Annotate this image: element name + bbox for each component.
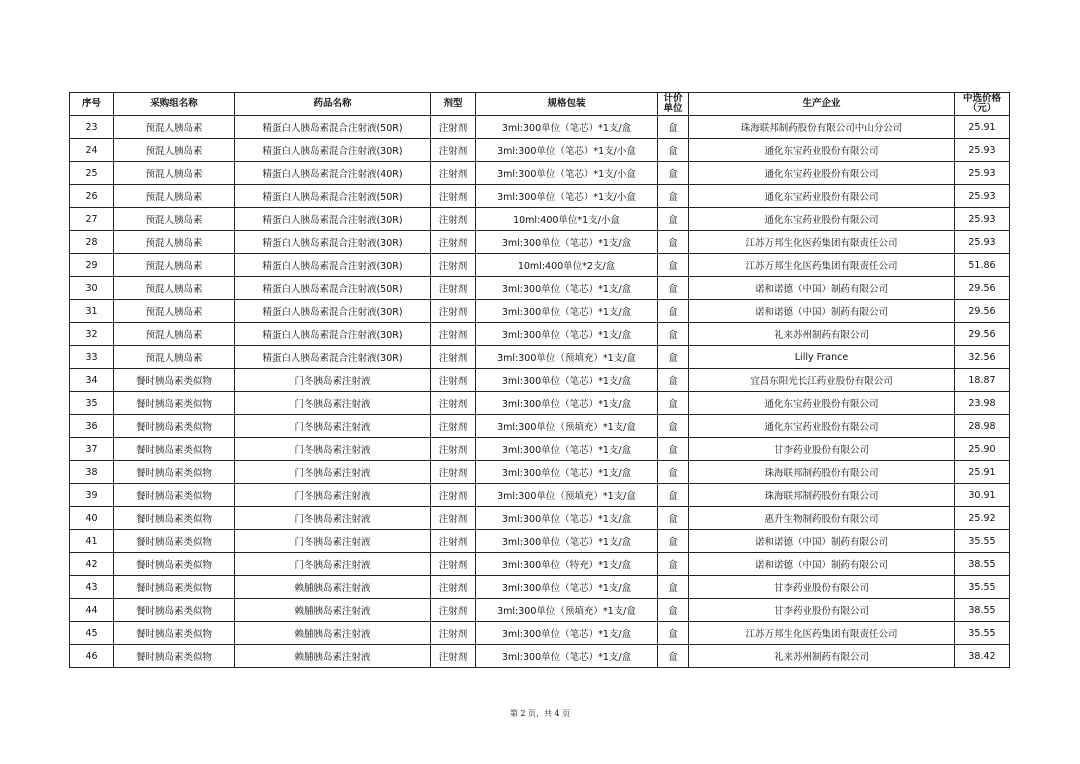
table-row xyxy=(70,116,1010,139)
header-price-line-2: （元） xyxy=(967,103,997,114)
cell-manufacturer: 珠海联邦制药股份有限公司 xyxy=(689,461,955,484)
cell-form: 注射剂 xyxy=(431,116,476,139)
cell-form: 注射剂 xyxy=(431,576,476,599)
cell-price: 25.91 xyxy=(955,461,1010,484)
cell-drug: 精蛋白人胰岛素混合注射液(30R) xyxy=(235,208,431,231)
cell-spec: 3ml:300单位（笔芯）*1支/小盒 xyxy=(476,139,658,162)
cell-manufacturer: 珠海联邦制药股份有限公司中山分公司 xyxy=(689,116,955,139)
cell-group: 预混人胰岛素 xyxy=(114,208,235,231)
cell-group: 预混人胰岛素 xyxy=(114,254,235,277)
cell-form: 注射剂 xyxy=(431,484,476,507)
cell-form: 注射剂 xyxy=(431,622,476,645)
table-row xyxy=(70,346,1010,369)
cell-unit: 盒 xyxy=(658,254,689,277)
cell-group: 餐时胰岛素类似物 xyxy=(114,622,235,645)
cell-spec: 3ml:300单位（预填充）*1支/盒 xyxy=(476,484,658,507)
cell-manufacturer: 诺和诺德（中国）制药有限公司 xyxy=(689,530,955,553)
cell-manufacturer: 江苏万邦生化医药集团有限责任公司 xyxy=(689,622,955,645)
header-index: 序号 xyxy=(70,93,114,116)
cell-price: 25.93 xyxy=(955,231,1010,254)
cell-form: 注射剂 xyxy=(431,599,476,622)
table-row xyxy=(70,576,1010,599)
cell-manufacturer: 珠海联邦制药股份有限公司 xyxy=(689,484,955,507)
procurement-table xyxy=(69,92,1010,668)
cell-index: 29 xyxy=(70,254,114,277)
table-row xyxy=(70,300,1010,323)
cell-spec: 3ml:300单位（笔芯）*1支/小盒 xyxy=(476,162,658,185)
cell-drug: 门冬胰岛素注射液 xyxy=(235,484,431,507)
cell-form: 注射剂 xyxy=(431,392,476,415)
cell-unit: 盒 xyxy=(658,277,689,300)
cell-unit: 盒 xyxy=(658,139,689,162)
table-row xyxy=(70,645,1010,668)
cell-price: 29.56 xyxy=(955,323,1010,346)
header-form: 剂型 xyxy=(431,93,476,116)
cell-unit: 盒 xyxy=(658,622,689,645)
cell-form: 注射剂 xyxy=(431,300,476,323)
cell-spec: 3ml:300单位（笔芯）*1支/盒 xyxy=(476,231,658,254)
cell-drug: 赖脯胰岛素注射液 xyxy=(235,645,431,668)
cell-drug: 精蛋白人胰岛素混合注射液(50R) xyxy=(235,185,431,208)
cell-form: 注射剂 xyxy=(431,254,476,277)
cell-drug: 精蛋白人胰岛素混合注射液(30R) xyxy=(235,323,431,346)
cell-manufacturer: 宜昌东阳光长江药业股份有限公司 xyxy=(689,369,955,392)
cell-index: 24 xyxy=(70,139,114,162)
cell-drug: 精蛋白人胰岛素混合注射液(30R) xyxy=(235,346,431,369)
cell-form: 注射剂 xyxy=(431,231,476,254)
cell-drug: 门冬胰岛素注射液 xyxy=(235,553,431,576)
cell-price: 25.91 xyxy=(955,116,1010,139)
cell-form: 注射剂 xyxy=(431,530,476,553)
cell-manufacturer: 诺和诺德（中国）制药有限公司 xyxy=(689,277,955,300)
cell-group: 预混人胰岛素 xyxy=(114,116,235,139)
cell-unit: 盒 xyxy=(658,208,689,231)
cell-price: 28.98 xyxy=(955,415,1010,438)
table-row xyxy=(70,553,1010,576)
cell-manufacturer: 甘李药业股份有限公司 xyxy=(689,599,955,622)
cell-unit: 盒 xyxy=(658,116,689,139)
cell-form: 注射剂 xyxy=(431,438,476,461)
cell-unit: 盒 xyxy=(658,507,689,530)
cell-index: 36 xyxy=(70,415,114,438)
cell-spec: 3ml:300单位（笔芯）*1支/盒 xyxy=(476,323,658,346)
cell-group: 餐时胰岛素类似物 xyxy=(114,507,235,530)
cell-unit: 盒 xyxy=(658,553,689,576)
cell-form: 注射剂 xyxy=(431,162,476,185)
table-row xyxy=(70,139,1010,162)
cell-drug: 精蛋白人胰岛素混合注射液(30R) xyxy=(235,231,431,254)
cell-spec: 3ml:300单位（笔芯）*1支/盒 xyxy=(476,392,658,415)
cell-price: 38.42 xyxy=(955,645,1010,668)
cell-price: 25.93 xyxy=(955,162,1010,185)
table-row xyxy=(70,415,1010,438)
cell-index: 30 xyxy=(70,277,114,300)
header-price xyxy=(955,93,1010,116)
cell-form: 注射剂 xyxy=(431,369,476,392)
cell-price: 25.93 xyxy=(955,139,1010,162)
cell-group: 餐时胰岛素类似物 xyxy=(114,599,235,622)
cell-group: 餐时胰岛素类似物 xyxy=(114,392,235,415)
cell-drug: 精蛋白人胰岛素混合注射液(50R) xyxy=(235,277,431,300)
cell-unit: 盒 xyxy=(658,162,689,185)
cell-spec: 3ml:300单位（预填充）*1支/盒 xyxy=(476,346,658,369)
table-row xyxy=(70,277,1010,300)
cell-price: 38.55 xyxy=(955,599,1010,622)
cell-group: 餐时胰岛素类似物 xyxy=(114,369,235,392)
cell-group: 预混人胰岛素 xyxy=(114,162,235,185)
cell-unit: 盒 xyxy=(658,231,689,254)
cell-manufacturer: 礼来苏州制药有限公司 xyxy=(689,323,955,346)
cell-index: 31 xyxy=(70,300,114,323)
cell-unit: 盒 xyxy=(658,392,689,415)
cell-form: 注射剂 xyxy=(431,346,476,369)
table-body xyxy=(70,116,1010,668)
cell-index: 26 xyxy=(70,185,114,208)
cell-spec: 3ml:300单位（笔芯）*1支/盒 xyxy=(476,507,658,530)
cell-index: 23 xyxy=(70,116,114,139)
cell-index: 34 xyxy=(70,369,114,392)
cell-manufacturer: 通化东宝药业股份有限公司 xyxy=(689,185,955,208)
cell-unit: 盒 xyxy=(658,645,689,668)
cell-index: 25 xyxy=(70,162,114,185)
cell-group: 预混人胰岛素 xyxy=(114,346,235,369)
cell-index: 32 xyxy=(70,323,114,346)
cell-drug: 精蛋白人胰岛素混合注射液(30R) xyxy=(235,254,431,277)
cell-form: 注射剂 xyxy=(431,645,476,668)
cell-drug: 门冬胰岛素注射液 xyxy=(235,392,431,415)
cell-manufacturer: 江苏万邦生化医药集团有限责任公司 xyxy=(689,254,955,277)
cell-manufacturer: Lilly France xyxy=(689,346,955,369)
cell-price: 18.87 xyxy=(955,369,1010,392)
cell-drug: 门冬胰岛素注射液 xyxy=(235,369,431,392)
cell-unit: 盒 xyxy=(658,484,689,507)
header-unit-line-1: 计价 xyxy=(663,93,683,104)
cell-spec: 3ml:300单位（笔芯）*1支/盒 xyxy=(476,576,658,599)
cell-index: 43 xyxy=(70,576,114,599)
cell-price: 30.91 xyxy=(955,484,1010,507)
cell-drug: 精蛋白人胰岛素混合注射液(30R) xyxy=(235,139,431,162)
header-unit xyxy=(658,93,689,116)
cell-index: 28 xyxy=(70,231,114,254)
cell-drug: 门冬胰岛素注射液 xyxy=(235,415,431,438)
cell-price: 29.56 xyxy=(955,300,1010,323)
cell-manufacturer: 通化东宝药业股份有限公司 xyxy=(689,415,955,438)
table-row xyxy=(70,392,1010,415)
cell-form: 注射剂 xyxy=(431,323,476,346)
cell-index: 35 xyxy=(70,392,114,415)
cell-index: 38 xyxy=(70,461,114,484)
header-manufacturer: 生产企业 xyxy=(689,93,955,116)
cell-index: 37 xyxy=(70,438,114,461)
table-row xyxy=(70,231,1010,254)
header-spec: 规格包装 xyxy=(476,93,658,116)
cell-group: 餐时胰岛素类似物 xyxy=(114,576,235,599)
cell-spec: 3ml:300单位（笔芯）*1支/小盒 xyxy=(476,185,658,208)
cell-price: 38.55 xyxy=(955,553,1010,576)
table-row xyxy=(70,484,1010,507)
cell-form: 注射剂 xyxy=(431,277,476,300)
cell-manufacturer: 礼来苏州制药有限公司 xyxy=(689,645,955,668)
table-row xyxy=(70,622,1010,645)
cell-index: 44 xyxy=(70,599,114,622)
cell-spec: 3ml:300单位（笔芯）*1支/盒 xyxy=(476,277,658,300)
cell-price: 35.55 xyxy=(955,530,1010,553)
header-drug: 药品名称 xyxy=(235,93,431,116)
cell-form: 注射剂 xyxy=(431,507,476,530)
cell-group: 预混人胰岛素 xyxy=(114,185,235,208)
cell-spec: 10ml:400单位*2支/盒 xyxy=(476,254,658,277)
cell-group: 预混人胰岛素 xyxy=(114,300,235,323)
header-group: 采购组名称 xyxy=(114,93,235,116)
cell-group: 餐时胰岛素类似物 xyxy=(114,438,235,461)
cell-drug: 门冬胰岛素注射液 xyxy=(235,438,431,461)
cell-drug: 精蛋白人胰岛素混合注射液(40R) xyxy=(235,162,431,185)
cell-group: 餐时胰岛素类似物 xyxy=(114,553,235,576)
cell-price: 32.56 xyxy=(955,346,1010,369)
cell-unit: 盒 xyxy=(658,576,689,599)
cell-unit: 盒 xyxy=(658,461,689,484)
cell-group: 预混人胰岛素 xyxy=(114,139,235,162)
table-row xyxy=(70,507,1010,530)
cell-manufacturer: 甘李药业股份有限公司 xyxy=(689,576,955,599)
table-row xyxy=(70,461,1010,484)
cell-unit: 盒 xyxy=(658,415,689,438)
cell-form: 注射剂 xyxy=(431,461,476,484)
cell-group: 餐时胰岛素类似物 xyxy=(114,645,235,668)
table-row xyxy=(70,369,1010,392)
cell-unit: 盒 xyxy=(658,369,689,392)
cell-index: 39 xyxy=(70,484,114,507)
cell-price: 25.90 xyxy=(955,438,1010,461)
cell-price: 23.98 xyxy=(955,392,1010,415)
cell-group: 餐时胰岛素类似物 xyxy=(114,415,235,438)
table-row xyxy=(70,254,1010,277)
table-row xyxy=(70,438,1010,461)
cell-manufacturer: 甘李药业股份有限公司 xyxy=(689,438,955,461)
cell-drug: 赖脯胰岛素注射液 xyxy=(235,599,431,622)
page-footer: 第 2 页，共 4 页 xyxy=(509,709,571,718)
cell-index: 41 xyxy=(70,530,114,553)
cell-drug: 赖脯胰岛素注射液 xyxy=(235,622,431,645)
table-row xyxy=(70,599,1010,622)
cell-form: 注射剂 xyxy=(431,553,476,576)
table-row xyxy=(70,185,1010,208)
cell-manufacturer: 通化东宝药业股份有限公司 xyxy=(689,208,955,231)
cell-form: 注射剂 xyxy=(431,185,476,208)
cell-price: 25.93 xyxy=(955,185,1010,208)
cell-price: 25.92 xyxy=(955,507,1010,530)
cell-unit: 盒 xyxy=(658,185,689,208)
cell-price: 25.93 xyxy=(955,208,1010,231)
cell-manufacturer: 江苏万邦生化医药集团有限责任公司 xyxy=(689,231,955,254)
cell-unit: 盒 xyxy=(658,323,689,346)
cell-group: 预混人胰岛素 xyxy=(114,323,235,346)
cell-group: 餐时胰岛素类似物 xyxy=(114,461,235,484)
cell-form: 注射剂 xyxy=(431,208,476,231)
cell-index: 40 xyxy=(70,507,114,530)
cell-group: 预混人胰岛素 xyxy=(114,277,235,300)
cell-drug: 门冬胰岛素注射液 xyxy=(235,530,431,553)
cell-price: 29.56 xyxy=(955,277,1010,300)
cell-spec: 3ml:300单位（笔芯）*1支/盒 xyxy=(476,369,658,392)
cell-drug: 精蛋白人胰岛素混合注射液(30R) xyxy=(235,300,431,323)
table-row xyxy=(70,530,1010,553)
cell-unit: 盒 xyxy=(658,300,689,323)
cell-price: 35.55 xyxy=(955,576,1010,599)
cell-spec: 3ml:300单位（笔芯）*1支/盒 xyxy=(476,530,658,553)
cell-group: 餐时胰岛素类似物 xyxy=(114,530,235,553)
cell-manufacturer: 诺和诺德（中国）制药有限公司 xyxy=(689,553,955,576)
cell-index: 42 xyxy=(70,553,114,576)
cell-manufacturer: 通化东宝药业股份有限公司 xyxy=(689,392,955,415)
cell-manufacturer: 诺和诺德（中国）制药有限公司 xyxy=(689,300,955,323)
table-row xyxy=(70,208,1010,231)
cell-manufacturer: 通化东宝药业股份有限公司 xyxy=(689,162,955,185)
cell-manufacturer: 通化东宝药业股份有限公司 xyxy=(689,139,955,162)
cell-unit: 盒 xyxy=(658,346,689,369)
table-row xyxy=(70,323,1010,346)
cell-spec: 3ml:300单位（笔芯）*1支/盒 xyxy=(476,116,658,139)
cell-form: 注射剂 xyxy=(431,139,476,162)
cell-index: 33 xyxy=(70,346,114,369)
cell-price: 51.86 xyxy=(955,254,1010,277)
cell-unit: 盒 xyxy=(658,438,689,461)
cell-spec: 3ml:300单位（笔芯）*1支/盒 xyxy=(476,300,658,323)
cell-index: 27 xyxy=(70,208,114,231)
header-price-line-1: 中选价格 xyxy=(962,93,1001,104)
cell-manufacturer: 惠升生物制药股份有限公司 xyxy=(689,507,955,530)
cell-form: 注射剂 xyxy=(431,415,476,438)
cell-spec: 3ml:300单位（笔芯）*1支/盒 xyxy=(476,438,658,461)
cell-spec: 3ml:300单位（笔芯）*1支/盒 xyxy=(476,461,658,484)
table-header-row xyxy=(70,93,1010,116)
cell-group: 预混人胰岛素 xyxy=(114,231,235,254)
cell-drug: 赖脯胰岛素注射液 xyxy=(235,576,431,599)
cell-index: 45 xyxy=(70,622,114,645)
cell-drug: 门冬胰岛素注射液 xyxy=(235,507,431,530)
cell-unit: 盒 xyxy=(658,530,689,553)
cell-unit: 盒 xyxy=(658,599,689,622)
cell-spec: 3ml:300单位（笔芯）*1支/盒 xyxy=(476,622,658,645)
cell-index: 46 xyxy=(70,645,114,668)
cell-price: 35.55 xyxy=(955,622,1010,645)
cell-group: 餐时胰岛素类似物 xyxy=(114,484,235,507)
cell-spec: 3ml:300单位（特充）*1支/盒 xyxy=(476,553,658,576)
cell-drug: 门冬胰岛素注射液 xyxy=(235,461,431,484)
cell-spec: 10ml:400单位*1支/小盒 xyxy=(476,208,658,231)
header-unit-line-2: 单位 xyxy=(663,103,683,114)
cell-spec: 3ml:300单位（预填充）*1支/盒 xyxy=(476,415,658,438)
cell-drug: 精蛋白人胰岛素混合注射液(50R) xyxy=(235,116,431,139)
table-row xyxy=(70,162,1010,185)
cell-spec: 3ml:300单位（预填充）*1支/盒 xyxy=(476,599,658,622)
cell-spec: 3ml:300单位（笔芯）*1支/盒 xyxy=(476,645,658,668)
